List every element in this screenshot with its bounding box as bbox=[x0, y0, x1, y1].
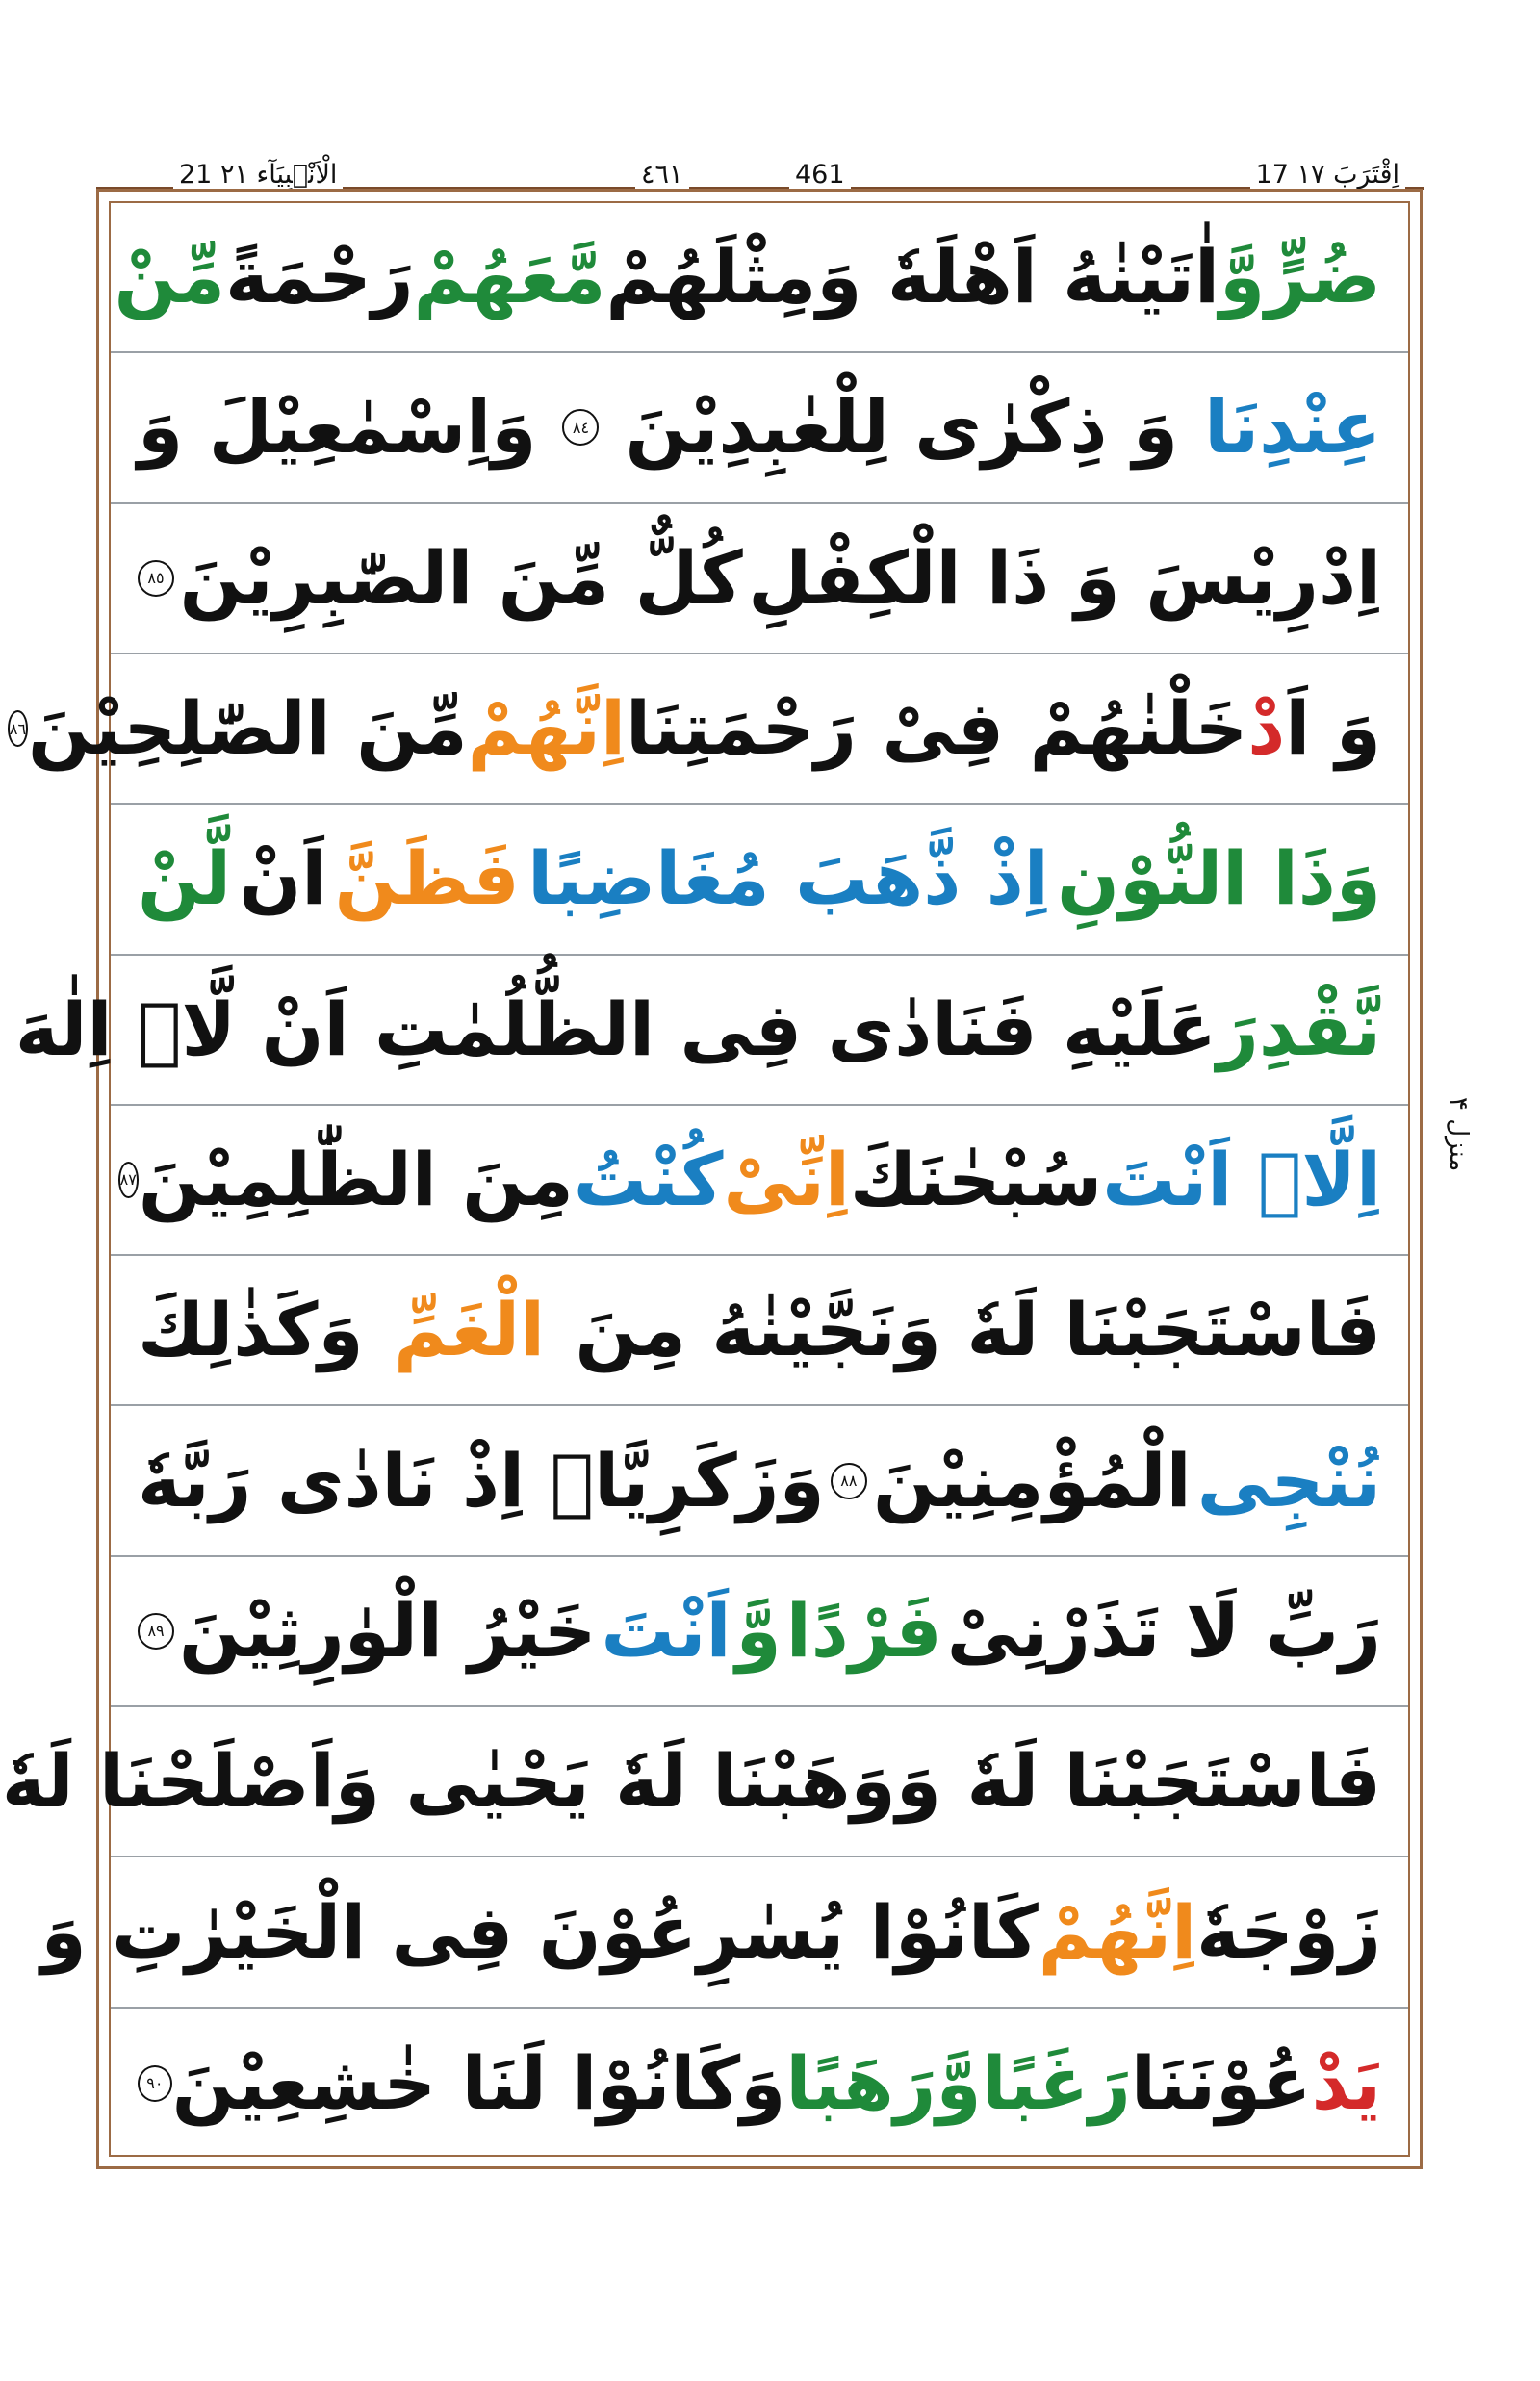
text-line bbox=[40, 1857, 1408, 2008]
verse-text-segment: اَنْتَ bbox=[601, 1587, 732, 1674]
page-frame bbox=[1, 189, 1423, 2169]
text-line bbox=[111, 504, 1408, 654]
verse-text-segment: مِّنْ bbox=[114, 234, 226, 320]
verse-text-segment: فَاسْتَجَبْنَا لَهٗ وَنَجَّيْنٰهُ مِنَ bbox=[575, 1287, 1381, 1373]
verse-text-segment: الْمُؤْمِنِيْنَ bbox=[872, 1437, 1192, 1523]
header-juz-label: 17 اِقْتَرَبَ ١٧ bbox=[1250, 160, 1405, 190]
verse-text-segment: خَيْرُ الْوٰرِثِيْنَ bbox=[179, 1587, 597, 1674]
ayah-number-marker: ٨٦ bbox=[8, 710, 28, 747]
verse-text-segment: رَبِّ لَا تَذَرْنِىْ bbox=[946, 1587, 1381, 1674]
ayah-number-marker: ٨٩ bbox=[138, 1613, 174, 1650]
verse-text-segment: اِنِّىْ bbox=[723, 1136, 850, 1222]
verse-text-segment: اَنْ bbox=[239, 835, 327, 922]
verse-text-segment: وَّرَهَبًا bbox=[785, 2039, 982, 2126]
verse-text-segment: عُوْنَنَا bbox=[1130, 2039, 1312, 2126]
header-page-number: 461 bbox=[789, 160, 851, 190]
text-line bbox=[1, 1707, 1408, 1857]
verse-text-segment: عَلَيْهِ فَنَادٰى فِى الظُّلُمٰتِ اَنْ لَّاۤ اِلٰهَ bbox=[14, 986, 1218, 1072]
verse-text-segment: وَكَذٰلِكَ bbox=[138, 1287, 364, 1373]
verse-text-segment: وَ ذِكْرٰى لِلْعٰبِدِيْنَ bbox=[625, 384, 1179, 471]
verse-text-segment: رَغَبًا bbox=[981, 2039, 1131, 2126]
verse-text-segment: وَكَانُوْا لَنَا خٰشِعِيْنَ bbox=[171, 2039, 786, 2126]
verse-text-segment: وَ اَ bbox=[1285, 685, 1381, 772]
verse-text-segment: نَّقْدِرَ bbox=[1217, 986, 1381, 1072]
verse-text-segment: اِنَّهُمْ bbox=[467, 685, 626, 772]
text-line bbox=[111, 1106, 1408, 1256]
verse-text-segment: اِذْ ذَّهَبَ مُغَاضِبًا bbox=[527, 835, 1049, 922]
verse-text-segment: وَّ bbox=[1219, 234, 1266, 320]
verse-text-segment: عِنْدِنَا bbox=[1204, 384, 1381, 471]
verse-text-segment: رَحْمَةً bbox=[225, 234, 414, 320]
verse-text-segment: فَرْدًا bbox=[785, 1587, 942, 1674]
verse-text-segment: اٰتَيْنٰهُ اَهْلَهٗ وَمِثْلَهُمْ bbox=[605, 234, 1220, 320]
text-line bbox=[111, 353, 1408, 503]
verse-text-segment: كُلٌّ مِّنَ الصّٰبِرِيْنَ bbox=[179, 534, 743, 621]
text-line bbox=[111, 1256, 1408, 1406]
ayah-number-marker: ٨٧ bbox=[118, 1162, 139, 1198]
text-line bbox=[111, 203, 1408, 353]
text-line bbox=[111, 2009, 1408, 2159]
header-surah-label: 21 الْاَنْۢبِيَآء ٢١ bbox=[173, 160, 343, 190]
verse-text-segment: اِلَّاۤ اَنْتَ bbox=[1102, 1136, 1381, 1222]
verse-text-segment: وَّ bbox=[735, 1587, 782, 1674]
text-line bbox=[111, 805, 1408, 955]
verse-text-segment: سُبْحٰنَكَ bbox=[849, 1136, 1103, 1222]
verse-text-segment: اِنَّهُمْ bbox=[1038, 1888, 1197, 1975]
ayah-number-marker: ٨٤ bbox=[562, 409, 599, 446]
text-lines-container bbox=[1, 201, 1410, 2157]
verse-text-segment: فَاسْتَجَبْنَا لَهٗ وَوَهَبْنَا لَهٗ يَحْيٰى وَاَصْلَحْنَا لَهٗ bbox=[1, 1738, 1381, 1825]
verse-text-segment: مِنَ الظّٰلِمِيْنَ bbox=[138, 1136, 574, 1222]
verse-text-segment: مَّعَهُمْ bbox=[413, 234, 606, 320]
manzil-note: منزل ۴ bbox=[1444, 1097, 1473, 1172]
verse-text-segment: كُنْتُ bbox=[573, 1136, 724, 1222]
verse-text-segment: اِدْرِيْسَ وَ ذَا الْكِفْلِ bbox=[748, 534, 1381, 621]
verse-text-segment: دْ bbox=[1247, 685, 1286, 772]
verse-text-segment: فَظَنَّ bbox=[334, 835, 520, 922]
verse-text-segment: الْغَمِّ bbox=[394, 1287, 546, 1373]
verse-text-segment: زَوْجَهٗ bbox=[1196, 1888, 1381, 1975]
text-line bbox=[9, 654, 1408, 805]
verse-text-segment: وَاِسْمٰعِيْلَ وَ bbox=[138, 384, 537, 471]
verse-text-segment: مِّنَ الصّٰلِحِيْنَ bbox=[28, 685, 468, 772]
ayah-number-marker: ٨٥ bbox=[138, 560, 174, 597]
verse-text-segment: نُنْجِى bbox=[1196, 1437, 1381, 1523]
verse-text-segment: خَلْنٰهُمْ فِىْ رَحْمَتِنَا bbox=[626, 685, 1248, 772]
verse-text-segment: وَزَكَرِيَّاۤ اِذْ نَادٰى رَبَّهٗ bbox=[138, 1437, 825, 1523]
header-page-arabic: ٤٦١ bbox=[635, 160, 689, 190]
text-line bbox=[111, 1557, 1408, 1707]
ayah-number-marker: ٨٨ bbox=[831, 1463, 867, 1499]
verse-text-segment: يَدْ bbox=[1311, 2039, 1381, 2126]
verse-text-segment: لَّنْ bbox=[138, 835, 231, 922]
text-line bbox=[14, 956, 1408, 1106]
ayah-number-marker: ٩٠ bbox=[138, 2065, 172, 2102]
verse-text-segment: ضُرٍّ bbox=[1265, 234, 1381, 320]
text-line bbox=[111, 1406, 1408, 1556]
verse-text-segment: كَانُوْا يُسٰرِعُوْنَ فِى الْخَيْرٰتِ وَ bbox=[40, 1888, 1039, 1975]
verse-text-segment: وَذَا النُّوْنِ bbox=[1057, 835, 1381, 922]
